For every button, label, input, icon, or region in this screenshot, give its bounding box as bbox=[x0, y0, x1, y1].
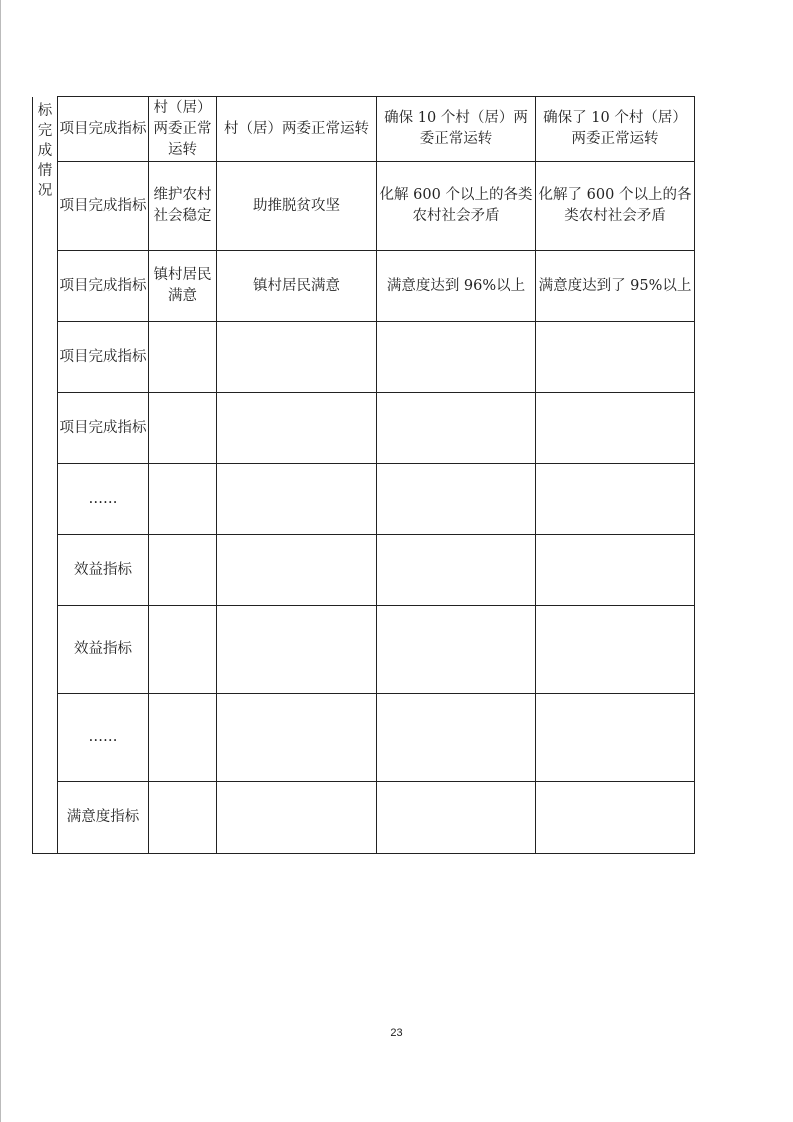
table-cell-c4 bbox=[377, 694, 536, 782]
table-cell-c2 bbox=[149, 782, 217, 854]
table-cell-c4 bbox=[377, 606, 536, 694]
table-cell-c1: …… bbox=[58, 464, 149, 535]
table-row bbox=[33, 162, 695, 251]
table-cell-c1: 项目完成指标 bbox=[58, 251, 149, 322]
table-cell-c3 bbox=[217, 464, 377, 535]
table-cell-c1: 项目完成指标 bbox=[58, 162, 149, 251]
table-cell-c3 bbox=[217, 782, 377, 854]
page-number: 23 bbox=[390, 1027, 403, 1039]
table-cell-c5 bbox=[536, 782, 695, 854]
indicator-table bbox=[32, 96, 695, 854]
table-cell-c5: 确保了 10 个村（居）两委正常运转 bbox=[536, 97, 695, 162]
table-cell-c1: 项目完成指标 bbox=[58, 322, 149, 393]
page-edge bbox=[0, 0, 1, 1122]
table-cell-c1: 效益指标 bbox=[58, 535, 149, 606]
table-cell-c2 bbox=[149, 322, 217, 393]
table-cell-c4 bbox=[377, 464, 536, 535]
table-cell-c5: 满意度达到了 95%以上 bbox=[536, 251, 695, 322]
table-cell-c3 bbox=[217, 322, 377, 393]
table-cell-c2: 村（居）两委正常运转 bbox=[149, 97, 217, 162]
table-row bbox=[33, 97, 695, 162]
table-row bbox=[33, 251, 695, 322]
table-cell-c3: 镇村居民满意 bbox=[217, 251, 377, 322]
table-cell-c2: 镇村居民满意 bbox=[149, 251, 217, 322]
table-cell-c2 bbox=[149, 694, 217, 782]
table-row bbox=[33, 535, 695, 606]
table-cell-c1: 项目完成指标 bbox=[58, 97, 149, 162]
table-row bbox=[33, 606, 695, 694]
table-row bbox=[33, 782, 695, 854]
table-cell-c1: 满意度指标 bbox=[58, 782, 149, 854]
table-cell-c3 bbox=[217, 606, 377, 694]
table-cell-c5 bbox=[536, 535, 695, 606]
table-row bbox=[33, 464, 695, 535]
table-row bbox=[33, 393, 695, 464]
table-cell-c2 bbox=[149, 464, 217, 535]
table-cell-c3: 助推脱贫攻坚 bbox=[217, 162, 377, 251]
table-cell-c4 bbox=[377, 535, 536, 606]
table-cell-c4: 确保 10 个村（居）两委正常运转 bbox=[377, 97, 536, 162]
table-cell-c5 bbox=[536, 322, 695, 393]
table-cell-c1: …… bbox=[58, 694, 149, 782]
table-cell-c3: 村（居）两委正常运转 bbox=[217, 97, 377, 162]
table-cell-c4: 满意度达到 96%以上 bbox=[377, 251, 536, 322]
table-cell-c4: 化解 600 个以上的各类农村社会矛盾 bbox=[377, 162, 536, 251]
table-cell-c5 bbox=[536, 464, 695, 535]
table-cell-c2 bbox=[149, 535, 217, 606]
table-cell-c1: 项目完成指标 bbox=[58, 393, 149, 464]
table-cell-c5: 化解了 600 个以上的各类农村社会矛盾 bbox=[536, 162, 695, 251]
table-cell-c5 bbox=[536, 694, 695, 782]
table-cell-c5 bbox=[536, 606, 695, 694]
side-label: 标完成情况 bbox=[33, 97, 58, 854]
table-row bbox=[33, 694, 695, 782]
table-cell-c5 bbox=[536, 393, 695, 464]
table-cell-c2 bbox=[149, 606, 217, 694]
table-cell-c4 bbox=[377, 782, 536, 854]
table-cell-c4 bbox=[377, 322, 536, 393]
table-cell-c3 bbox=[217, 535, 377, 606]
table-row bbox=[33, 322, 695, 393]
table-cell-c2: 维护农村社会稳定 bbox=[149, 162, 217, 251]
table-cell-c3 bbox=[217, 694, 377, 782]
table-cell-c1: 效益指标 bbox=[58, 606, 149, 694]
table-cell-c3 bbox=[217, 393, 377, 464]
table-cell-c4 bbox=[377, 393, 536, 464]
table-cell-c2 bbox=[149, 393, 217, 464]
